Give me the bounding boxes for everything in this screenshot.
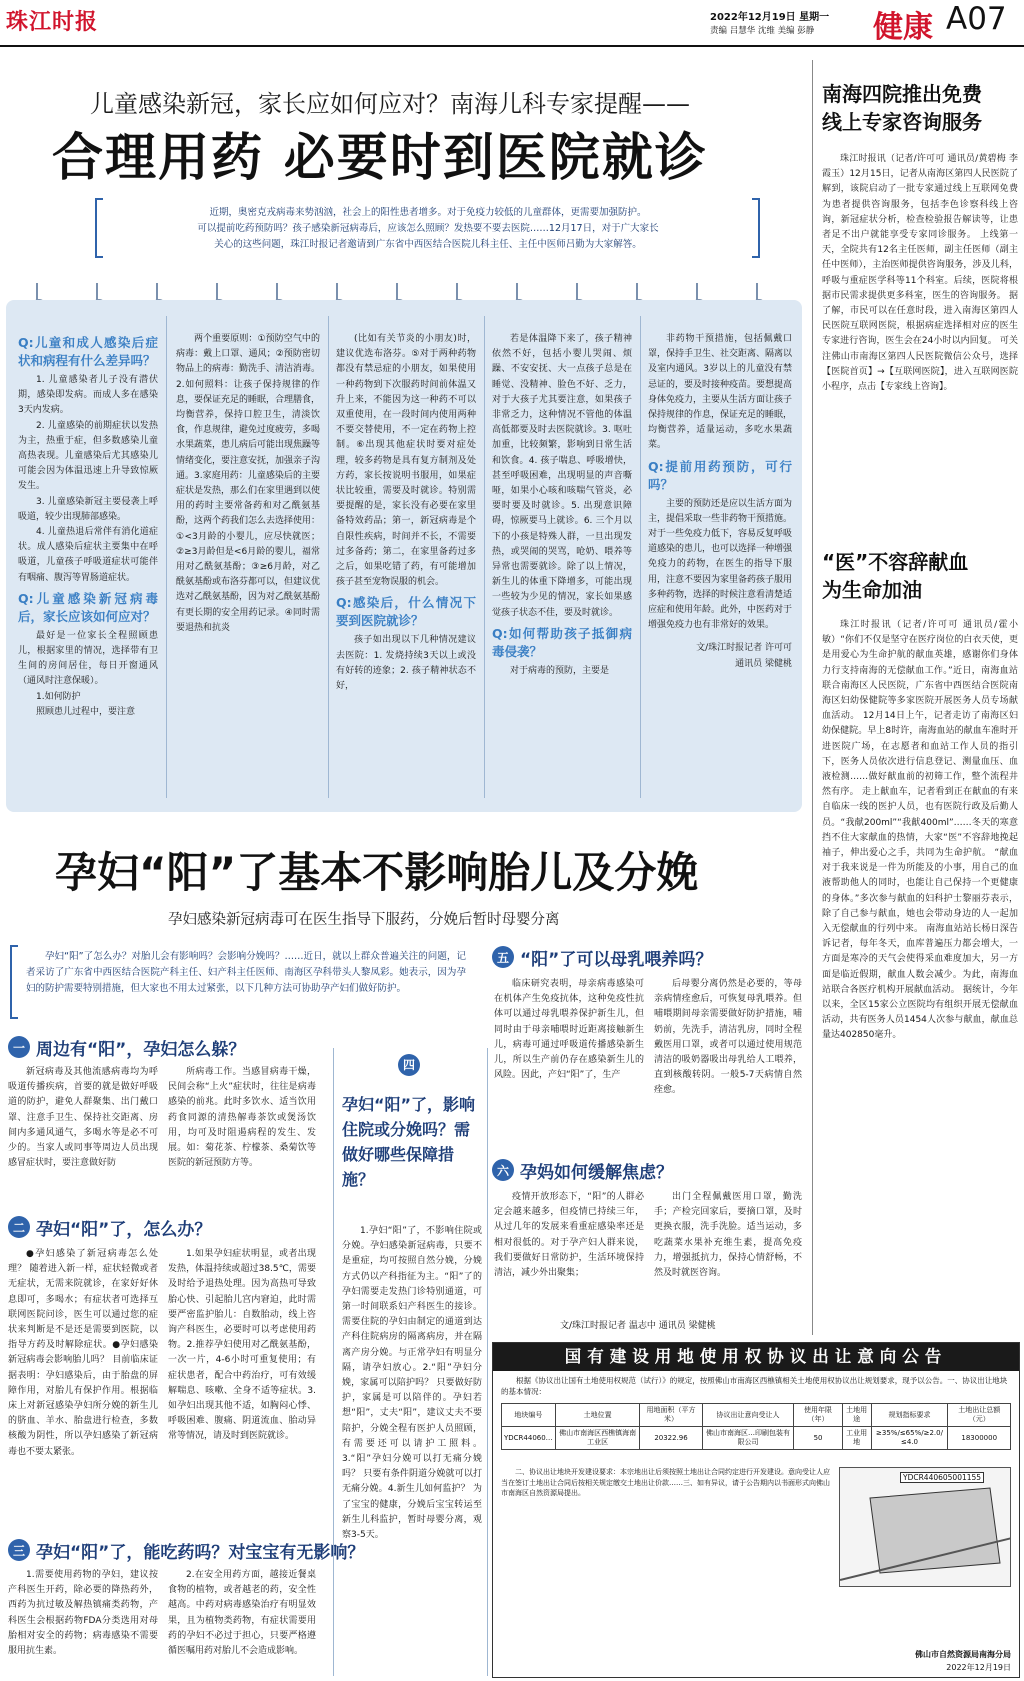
sidebar-divider <box>812 60 813 1335</box>
paper-logo: 珠江时报 <box>6 9 99 35</box>
intro-bracket-right <box>752 198 760 258</box>
lead-kicker: 儿童感染新冠，家长应如何应对？南海儿科专家提醒—— <box>90 90 690 118</box>
section-2-number: 二 <box>8 1216 30 1238</box>
body-paragraph: 非药物干预措施，包括佩戴口罩，保持手卫生、社交距离、隔离以及室内通风。3岁以上的儿童没有禁忌证的，要及时接种疫苗。要想提高身体免疫力，主要从生活方面让孩子保持规律的作息，保证充足的睡眠，均衡营养，适量运动，多吃水果蔬菜。 <box>648 334 792 451</box>
section-6-column-a: 疫情开放形态下，“阳”的人群必定会越来越多，但疫情已持续三年，从过几年的发展来看重症感染率还是相对很低的。对于孕产妇人群来说，我们要做好日常防护，生活环境保持清洁，减少外出聚集； <box>494 1192 644 1279</box>
sidebar-article-1-headline <box>822 80 1018 136</box>
lead-column-1 <box>18 330 158 796</box>
body-paragraph: (比如有关节炎的小朋友)时，建议优选布洛芬。⑤对于两种药物都没有禁忌症的小朋友，如果使用一种药物到下次服药时间前体温又升上来，不能因为这一种药不可以双重使用，在一段时间内使用两种不要交替使用，不一定在药物上控制。⑥出现其他症状时要对症处理，较多药物是具有复方制剂及处方药，家长按说明书服用，如果症状比较重，需要及时就诊。特别需要提醒的是，家长没有必要在家里备特效药品；第一，新冠病毒是个自限性疾病，时间并不长，不需要过多备药；第二，在家里备药过多之后，如果吃错了药，有可能增加孩子甚至宠物误服的机会。 <box>336 334 476 588</box>
section-2-column-a: ●孕妇感染了新冠病毒怎么处理？ 随着进入新一样，症状轻微或者无症状，无需来院就诊，在家好好休息即可，多喝水；有症状者可选择互联网医院问诊，医生可以通过您的症状来判断是不是还是需要到医院，以指导方药及时解除症状。●孕妇感染新冠病毒会影响胎儿吗？ 目前临床证据表明：孕妇感染后，由于胎盘的屏障作用，对胎儿有保护作用。根据临床上对新冠感染孕妇所分娩的新生儿的脐血、羊水、胎盘进行检查，多数核酸为阴性，所以孕妇感染了新冠病毒也不要太紧张。 <box>8 1249 158 1457</box>
section-2-title: 孕妇“阳”了，怎么办？ <box>36 1219 212 1240</box>
table-header-cell: 协议出让意向受让人 <box>702 1404 794 1427</box>
section-5-heading <box>492 945 712 969</box>
section-3-number: 三 <box>8 1539 30 1561</box>
section-2-column-b: 1.如果孕妇症状明显，或者出现发热，体温持续或超过38.5℃，需要及时给予退热处理。因为高热可导致胎心快、引起胎儿宫内窘迫，此时需要严密监护胎儿：自数胎动，线上咨询产科医生，必要时可以考虑使用药物。2.推荐孕妇使用对乙酰氨基酚，一次一片，4-6小时可重复使用；有症状患者，配合中药治疗，可有效缓解喘息、咳嗽、全身不适等症状。3.如孕妇出现其他不适，如胸闷心悸、呼吸困难、腹痛、阴道流血、胎动异常等情况，请及时到医院就诊。 <box>168 1249 316 1442</box>
section-5-column-b: 后母婴分离仍然是必要的，等母亲病情痊愈后，可恢复母乳喂养。但哺喂期间母亲需要做好防护措施，哺奶前，先洗手，清洁乳房，同时全程戴医用口罩，或者可以通过使用规范清洁的吸奶器吸出母乳给人工喂养，直到核酸转阴。一般5-7天病情自然痊愈。 <box>654 979 802 1096</box>
section-1-column-b: 所病毒工作。当感冒病毒干燥，民间会称“上火”症状时，往往是病毒感染的前兆。此时多饮水、适当饮用药食同源的清热解毒茶饮或煲汤饮用，均可及时阻遏病程的发生、发展。如：菊花茶、柠檬茶、桑菊饮等医院的新冠预防方等。 <box>168 1067 316 1169</box>
question-heading: Q:感染后，什么情况下要到医院就诊？ <box>336 595 476 629</box>
table-header-cell: 土地位置 <box>555 1404 640 1427</box>
table-header-cell: 规划指标要求 <box>871 1404 948 1427</box>
body-paragraph: 4. 儿童热退后常伴有消化道症状。成人感染后症状主要集中在呼吸道，儿童孩子呼吸道症状可能伴有咽痛、腹泻等胃肠道症状。 <box>18 527 158 583</box>
body-paragraph: 1.如何防护 <box>36 691 81 702</box>
section-5-column-a: 临床研究表明，母亲病毒感染可在机体产生免疫抗体，这种免疫性抗体可以通过母乳喂养保护新生儿，但同时由于母亲哺喂时近距离接触新生儿，病毒可通过呼吸道传播感染新生儿，所以生产前仍存在感染新生儿的风险。因此，产妇“阳”了，生产 <box>494 979 644 1081</box>
table-cell: YDCR44060… <box>502 1427 556 1450</box>
lead-intro <box>112 205 744 253</box>
table-header-cell: 土地用途 <box>842 1404 871 1427</box>
question-heading: Q:提前用药预防，可行吗？ <box>648 458 792 492</box>
second-intro-bracket <box>10 945 18 1019</box>
section-3-column-b: 2.在安全用药方面，越接近餐桌食物的植物，或者越老的药，安全性越高。中药对病毒感染治疗有明显效果，且为植物类药物，有症状需要用药的孕妇不必过于担心，只要严格遵循医嘱用药对胎儿不会造成影响。 <box>168 1570 316 1657</box>
byline: 文/珠江时报记者 许可可 <box>696 643 792 654</box>
section-1-heading <box>8 1035 245 1059</box>
section-6-heading <box>492 1158 673 1182</box>
map-label: YDCR440605001155 <box>900 1472 984 1483</box>
section-4-number: 四 <box>398 1054 420 1076</box>
table-row <box>502 1427 1011 1450</box>
question-heading: Q:儿童和成人感染后症状和病程有什么差异吗？ <box>18 335 158 368</box>
page-number: A07 <box>946 1 1007 37</box>
column-divider <box>640 316 641 798</box>
column-divider <box>166 316 167 798</box>
section-1-number: 一 <box>8 1036 30 1058</box>
section-4-body: 1.孕妇“阳”了，不影响住院或分娩。孕妇感染新冠病毒，只要不是重症，均可按照自然分娩，分娩方式仍以产科指征为主。“阳”了的孕妇需要走发热门诊特别通道，可第一时间联系妇产科医生的接诊。需要住院的孕妇由制定的通道到达产科住院病房的隔离病房，并在隔离产房分娩。与正常孕妇有明显分隔，请孕妇放心。2.“阳”孕妇分娩，家属可以陪护吗？ 只要做好防护，家属是可以陪伴的。孕妇若想“阳”，丈夫“阳”，建议丈夫不要陪护，分娩全程有医护人员照顾，有需要还可以请护工照料。3.“阳”孕妇分娩可以打无痛分娩吗？ 只要有条件阴道分娩就可以打无痛分娩。4.新生儿如何监护？ 为了宝宝的健康，分娩后宝宝转运至新生儿科监护，暂时母婴分离，观察3-5天。 <box>342 1226 482 1541</box>
second-intro: 孕妇“阳”了怎么办？对胎儿会有影响吗？会影响分娩吗？……近日，就以上群众普遍关注的问题，记者采访了广东省中西医结合医院产科主任、妇产科主任医师、南海区孕科带头人黎凤彩。她表示，因为孕妇的防护需要特别措施，但大家也不用太过紧张，以下几种方法可协助孕产妇们做好防护。 <box>26 951 466 994</box>
notice-map <box>839 1467 1011 1587</box>
body-paragraph: 主要的预防还是应以生活方面为主，提倡采取一些非药物干预措施。对于一些免疫力低下，容易反复呼吸道感染的患儿，也可以选择一种增强免疫力的药物，在医生的指导下服用，注意不要因为家里备药孩子服用多种药物，选择的时候注意看清楚适应症和使用年龄。此外，中医药对于增强免疫力也有非常好的效果。 <box>648 498 792 631</box>
sidebar-headline-line: 线上专家咨询服务 <box>822 110 982 134</box>
second-byline: 文/珠江时报记者 温志中 通讯员 梁健桃 <box>560 1321 716 1331</box>
notice-title: 国有建设用地使用权协议出让意向公告 <box>493 1343 1019 1371</box>
sidebar-article-2-headline <box>822 548 1018 604</box>
column-divider <box>484 316 485 798</box>
section-6-title: 孕妈如何缓解焦虑？ <box>520 1162 673 1183</box>
section-1-column-a: 新冠病毒及其他流感病毒均为呼吸道传播疾病，首要的就是做好呼吸道的防护，避免人群聚集、出门戴口罩、注意手卫生、保持社交距离、房间内多通风通气，多喝水等是必不可少的。当家人或同事等周边人员出现感冒症状时，要注意做好防 <box>8 1067 158 1169</box>
lead-column-4 <box>492 332 632 796</box>
section-6-number: 六 <box>492 1159 514 1181</box>
table-cell: 佛山市南海区西樵镇海南工业区 <box>555 1427 640 1450</box>
notice-footer: 佛山市自然资源局南海分局 <box>915 1650 1011 1659</box>
body-paragraph: 两个重要原则：①预防空气中的病毒：戴上口罩、通风；②预防密切物品上的病毒：勤洗手、清洁消毒。2.如何照料：让孩子保持规律的作息，要保证充足的睡眠，合理膳食，均衡营养，保持口腔卫生，清淡饮食，作息规律，避免过度疲劳，多喝水果蔬菜，患儿病后可能出现焦躁等情绪变化，要注意安抚，加强亲子沟通。3.家庭用药：儿童感染后的主要症状是发热，那么们在家里遇到以使用的药时主要常备药和对乙酰氨基酚，这两个药我们怎么去选择使用：①<3月龄的小婴儿，应尽快就医；②≥3月龄但是<6月龄的婴儿，福常用对乙酰氨基酚；③≥6月龄，对乙酰氨基酚或布洛芬都可以，但建议优选对乙酰氨基酚，因为对乙酰氨基酚有更长期的安全用药记录。④同时需要退热和抗炎 <box>176 334 320 633</box>
sidebar-article-1-body: 珠江时报讯（记者/许可可 通讯员/黄碧梅 李霞玉）12月15日，记者从南海区第四人民医院了解到，该院启动了一批专家通过线上互联网免费为患者提供咨询服务，包括李色诊察科线上咨询，新冠症状分析，检查检验报告解读等，让患者足不出户就能享受专家同诊服务。 上线第一天，全院共有12名主任医师，副主任医师（副主任中医师），主治医师提供咨询服务，涉及儿科，呼吸与重症医学科等11个科室。后续，医院将根据市民需求提供更多科室，医生的咨询服务。 据了解，市民可以在任意时段，进入南海区第四人民医院互联网医院，根据病症选择相对应的医生专家进行咨询，医生会在24小时以内回复。 可关注佛山市南海区第四人民医院微信公众号，选择【医院首页】→【互联网医院】，进入互联网医院小程序，点击【专家线上咨询】。 <box>822 154 1018 393</box>
lead-headline: 合理用药 必要时到医院就诊 <box>52 129 708 188</box>
body-paragraph: 孩子如出现以下几种情况建议去医院：1. 发烧持续3天以上或没有好转的迹象；2. 孩子精神状态不好， <box>336 635 476 692</box>
table-header-cell: 土地出让总额（元） <box>948 1404 1011 1427</box>
lead-column-2 <box>176 332 320 796</box>
date-line: 2022年12月19日 星期一 <box>710 12 830 23</box>
lead-intro-line-1: 近期，奥密克戎病毒来势汹汹，社会上的阳性患者增多。对于免疫力较低的儿童群体，更需要加强防护。 <box>209 207 647 218</box>
body-paragraph: 2. 儿童感染的前期症状以发热为主，热重于症，但多数感染儿童高热表现。儿童感染后尤其感染儿可能会因为体温迅速上升导致惊厥发生。 <box>18 420 158 492</box>
section-3-title: 孕妇“阳”了，能吃药吗？对宝宝有无影响？ <box>36 1542 365 1563</box>
table-cell: 20322.96 <box>640 1427 702 1450</box>
notice-terms: 二、协议出让地块开发建设要求：本宗地出让后须按照土地出让合同约定进行开发建设。意向受让人应当在签订土地出让合同后按相关规定缴交土地出让价款……三、如有异议，请于公告期内以书面形式向佛山市南海区自然资源局提出。 <box>501 1468 830 1497</box>
masthead <box>0 0 1024 46</box>
section-6-column-b: 出门全程佩戴医用口罩，勤洗手；产检完回家后，要摘口罩，及时更换衣服，洗手洗脸。适当运动，多吃蔬菜水果补充维生素，提高免疫力，增强抵抗力，保持心情舒畅，不然及时就医咨询。 <box>654 1192 802 1279</box>
body-paragraph: 最好是一位家长全程照顾患儿，根据家里的情况，选择带有卫生间的房间居住，每日开窗通风（通风时注意保暖）。 <box>18 630 158 687</box>
map-sketch <box>840 1468 1011 1587</box>
lead-column-5 <box>648 332 792 796</box>
section-5-title: “阳”了可以母乳喂养吗？ <box>520 949 713 970</box>
table-header-row <box>502 1404 1011 1427</box>
section-3-heading <box>8 1538 364 1562</box>
land-notice <box>492 1342 1020 1678</box>
body-paragraph: 3. 儿童感染新冠主要侵袭上呼吸道，较少出现肺部感染。 <box>18 496 158 522</box>
masthead-rule <box>0 45 1024 47</box>
section-4-title: 孕妇“阳”了，影响住院或分娩吗？需做好哪些保障措施？ <box>342 1095 476 1189</box>
byline: 通讯员 梁健桃 <box>735 658 792 669</box>
notice-table <box>501 1403 1011 1450</box>
table-cell: 工业用地 <box>842 1427 871 1450</box>
second-headline: 孕妇“阳”了基本不影响胎儿及分娩 <box>55 848 699 897</box>
lead-intro-line-2: 可以提前吃药预防吗？孩子感染新冠病毒后，应该怎么照顾？发热要不要去医院……12月17日，对于广大家长 <box>197 223 659 234</box>
intro-bracket-left <box>95 198 103 258</box>
table-header-cell: 地块编号 <box>502 1404 556 1427</box>
second-subhead: 孕妇感染新冠病毒可在医生指导下服药，分娩后暂时母婴分离 <box>168 912 560 928</box>
section-2-heading <box>8 1215 211 1239</box>
section-5-number: 五 <box>492 946 514 968</box>
column-divider <box>328 316 329 798</box>
section-3-column-a: 1.需要使用药物的孕妇，建议按产科医生开药，除必要的降热药外，西药为抗过敏及解热镇痛类药物，产科医生会根据药物FDA分类选用对母胎相对安全的药物；病毒感染不需要服用抗生素。 <box>8 1570 158 1657</box>
sidebar-headline-line: 南海四院推出免费 <box>822 82 982 106</box>
sidebar-headline-line: “医”不容辞献血 <box>822 550 969 574</box>
table-header-cell: 用地面积（平方米） <box>640 1404 702 1427</box>
body-paragraph: 对于病毒的预防，主要是 <box>510 665 610 676</box>
lead-column-3 <box>336 332 476 796</box>
notice-intro: 根据《协议出让国有土地使用权规范（试行）》的规定，按照佛山市南海区西樵镇相关土地使用权协议出让规划要求，现予以公告。一、协议出让地块的基本情况： <box>501 1376 1008 1396</box>
body-paragraph: 1. 儿童感染者儿子没有潜伏期，感染即发病。而成人多在感染3天内发病。 <box>18 375 158 416</box>
table-cell: 佛山市南海区…印刷包装有限公司 <box>702 1427 794 1450</box>
table-cell: 18300000 <box>948 1427 1011 1450</box>
table-header-cell: 使用年限（年） <box>794 1404 842 1427</box>
editors-line: 责编 吕慧华 沈维 美编 彭静 <box>710 26 815 36</box>
body-paragraph: 照顾患儿过程中，要注意 <box>36 706 136 717</box>
table-cell: ≥35%/≤65%/≥2.0/≤4.0 <box>871 1427 948 1450</box>
sidebar-article-2-body: 珠江时报讯（记者/许可可 通讯员/霍小敏）“你们不仅是坚守在医疗岗位的白衣天使，更是用爱心为生命护航的献血英雄，感谢你们身体力行支持南海的无偿献血工作。”近日，南海血站联合南海区人民医院，广东省中西医结合医院南海区妇幼保健院等多家医院开展医务人员专场献血活动。 12月14日上午，记者走访了南海区妇幼保健院。早上8时许，南海血站的献血车准时开进医院广场，在志愿者和血站工作人员的指引下，医务人员依次进行信息登记、测量血压、血液检测……做好献血前的初筛工作，整个流程井然有序。 走上献血车，记者看到正在献血的有来自临床一线的医护人员，也有医院行政及后勤人员。“我献200ml”“我献400ml”……冬天的寒意挡不住大家献血的热情，大家“医”不容辞地挽起袖子，伸出爱心之手，共同为生命护航。 “献血对于我来说是一件为所能及的小事，用自己的血液帮助他人的同时，也能让自己保持一个更健康的身体。”多次参与献血的妇科护士黎丽芬表示，除了自己参与献血，她也会带动身边的人一起加入无偿献血的行列中来。 南海血站站长杨日深告诉记者，每年冬天，血库普遍压力都会增大，一方面是寒冷的天气会使得采血难度加大，另一方面是临近假期，献血人数会减少。为此，南海血站联合各医疗机构开展献血活动。 据统计，今年以来，全区15家公立医院均有组织开展无偿献血活动，共有医务人员1454人次参与献血，献血总量达402850毫升。 <box>822 620 1018 1041</box>
table-cell: 50 <box>794 1427 842 1450</box>
lead-intro-line-3: 关心的这些问题，珠江时报记者邀请到广东省中西医结合医院儿科主任、主任中医师吕勤为大家解答。 <box>214 239 642 250</box>
question-heading: Q:如何帮助孩子抵御病毒侵袭？ <box>492 625 632 659</box>
question-heading: Q:儿童感染新冠病毒后，家长应该如何应对？ <box>18 590 158 624</box>
sidebar-headline-line: 为生命加油 <box>822 578 922 602</box>
section-1-title: 周边有“阳”，孕妇怎么躲？ <box>36 1039 246 1060</box>
notice-footer-date: 2022年12月19日 <box>946 1663 1011 1672</box>
body-paragraph: 若是体温降下来了，孩子精神依然不好，包括小婴儿哭闹、烦躁、不安安抚、大一点孩子总是在睡觉、没精神、脸色不好、乏力，对于大孩子尤其要注意，如果孩子非常乏力，这种情况不管他的体温高低都要及时去医院就诊。3. 呕吐加重，比较频繁，影响到日常生活和饮食。4. 孩子喘息、呼吸增快，甚至呼吸困难，出现明显的声音嘶哑，如果小心咳和咳喘气管炎，必要时要及时就诊。5. 出现意识障碍，惊厥要马上就诊。6. 三个月以下的小孩是特殊人群，一旦出现发热，或哭闹的哭骂，呛奶、喂养等异常也需要就诊。除了以上情况，新生儿的体重下降增多，可能出现一些较为少见的情况，家长如果感觉孩子状态不佳，要及时就诊。 <box>492 334 632 618</box>
section-name: 健康 <box>873 10 933 45</box>
